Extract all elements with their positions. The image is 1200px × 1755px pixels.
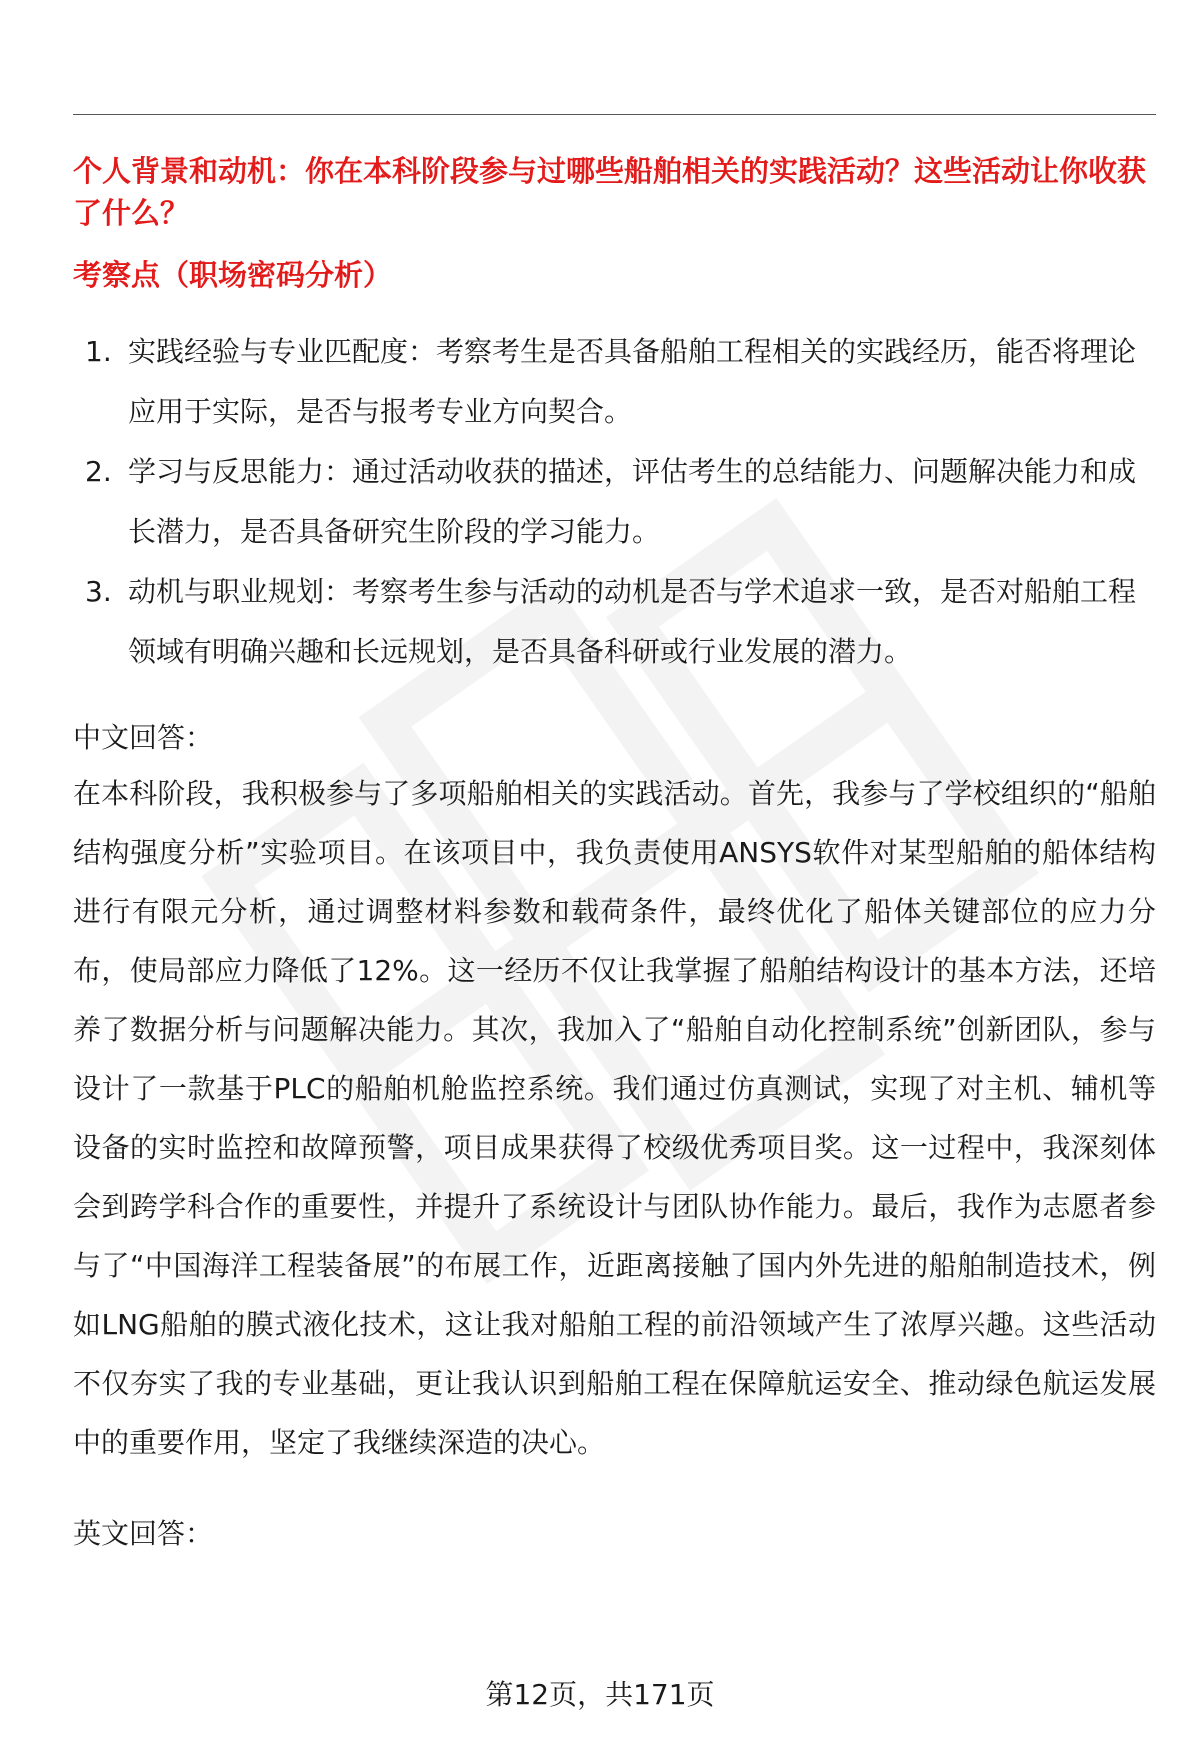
question-heading: 个人背景和动机：你在本科阶段参与过哪些船舶相关的实践活动？这些活动让你收获了什么？	[73, 154, 1147, 230]
list-item-number: 3.	[85, 575, 112, 608]
header-divider	[73, 114, 1156, 115]
chinese-answer-label: 中文回答：	[73, 721, 214, 754]
list-item-number: 1.	[85, 335, 112, 368]
list-item	[73, 442, 1156, 562]
page-number: 第12页，共171页	[485, 1678, 715, 1711]
list-item-text: 动机与职业规划：考察考生参与活动的动机是否与学术追求一致，是否对船舶工程领域有明确兴趣和长远规划，是否具备科研或行业发展的潜力。	[128, 575, 1137, 668]
list-item-text: 实践经验与专业匹配度：考察考生是否具备船舶工程相关的实践经历，能否将理论应用于实际，是否与报考专业方向契合。	[128, 335, 1137, 428]
document-body	[73, 140, 1156, 1554]
chinese-answer-text: 在本科阶段，我积极参与了多项船舶相关的实践活动。首先，我参与了学校组织的“船舶结构强度分析”实验项目。在该项目中，我负责使用ANSYS软件对某型船舶的船体结构进行有限元分析，通过调整材料参数和载荷条件，最终优化了船体关键部位的应力分布，使局部应力降低了12%。这一经历不仅让我掌握了船舶结构设计的基本方法，还培养了数据分析与问题解决能力。其次，我加入了“船舶自动化控制系统”创新团队，参与设计了一款基于PLC的船舶机舱监控系统。我们通过仿真测试，实现了对主机、辅机等设备的实时监控和故障预警，项目成果获得了校级优秀项目奖。这一过程中，我深刻体会到跨学科合作的重要性，并提升了系统设计与团队协作能力。最后，我作为志愿者参与了“中国海洋工程装备展”的布展工作，近距离接触了国内外先进的船舶制造技术，例如LNG船舶的膜式液化技术，这让我对船舶工程的前沿领域产生了浓厚兴趣。这些活动不仅夯实了我的专业基础，更让我认识到船舶工程在保障航运安全、推动绿色航运发展中的重要作用，坚定了我继续深造的决心。	[73, 777, 1156, 1459]
assessment-points-title: 考察点（职场密码分析）	[73, 258, 393, 292]
list-item	[73, 322, 1156, 442]
list-item-number: 2.	[85, 455, 112, 488]
assessment-points-list	[73, 322, 1156, 682]
english-answer-label: 英文回答：	[73, 1517, 214, 1550]
list-item	[73, 562, 1156, 682]
list-item-text: 学习与反思能力：通过活动收获的描述，评估考生的总结能力、问题解决能力和成长潜力，是否具备研究生阶段的学习能力。	[128, 455, 1137, 548]
